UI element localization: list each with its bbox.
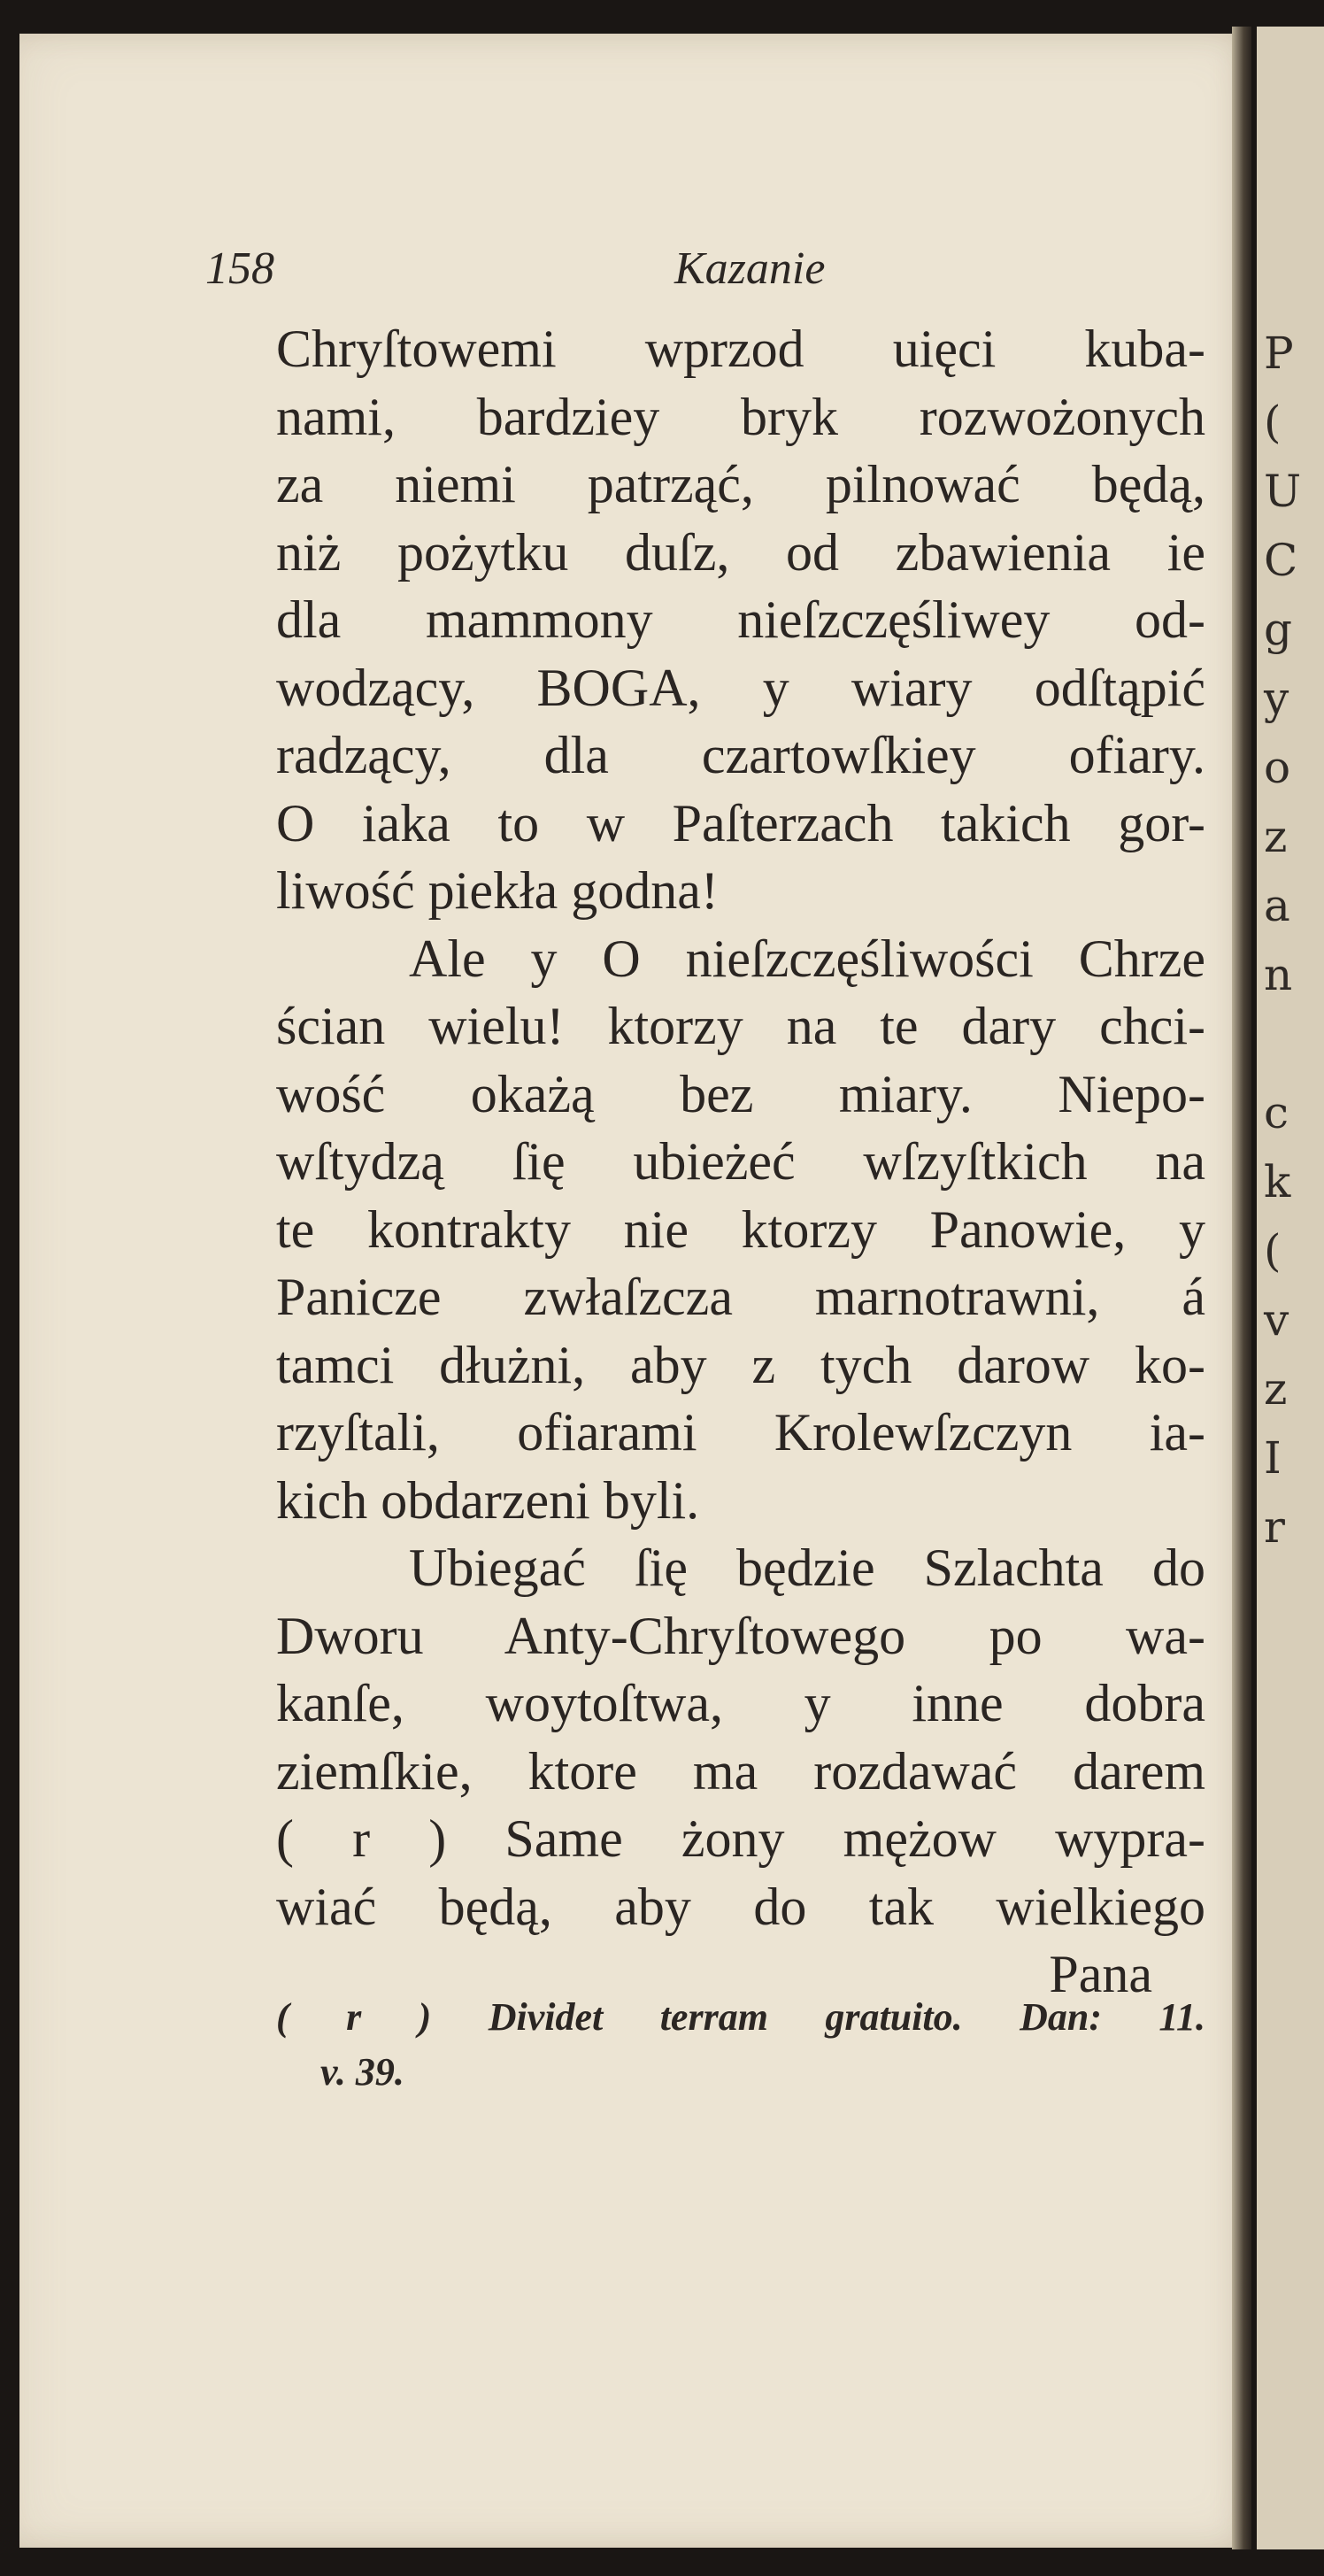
facing-letter: C <box>1264 535 1298 586</box>
text-line: ( r ) Same żony mężow wypra- <box>276 1809 1205 1868</box>
text-line: wość okażą bez miary. Niepo- <box>276 1064 1205 1123</box>
text-line: liwość piekła godna! <box>276 861 719 920</box>
text-line: Panicze zwłaſzcza marnotrawni, á <box>276 1268 1205 1326</box>
facing-letter: U <box>1264 466 1302 517</box>
paragraph-start-line: Ale y O nieſzczęśliwości Chrze <box>409 929 1205 988</box>
text-line: ścian wielu! ktorzy na te dary chci- <box>276 997 1205 1055</box>
footnote-line: ( r ) Dividet terram gratuito. Dan: 11. <box>276 1995 1205 2039</box>
facing-letter: n <box>1264 949 1293 1000</box>
facing-letter: ( <box>1264 1225 1282 1276</box>
facing-page-letters <box>1264 319 1301 1562</box>
paragraph-start-line: Ubiegać ſię będzie Szlachta do <box>409 1539 1205 1597</box>
facing-letter: v <box>1264 1294 1289 1346</box>
text-line: dla mammony nieſzczęśliwey od- <box>276 590 1205 649</box>
text-line: kanſe, woytoſtwa, y inne dobra <box>276 1674 1205 1732</box>
text-line: za niemi patrząć, pilnować będą, <box>276 455 1205 513</box>
text-line: wodzący, BOGA, y wiary odſtąpić <box>276 658 1205 717</box>
text-line: wſtydzą ſię ubieżeć wſzyſtkich na <box>276 1132 1205 1191</box>
text-line: ziemſkie, ktore ma rozdawać darem <box>276 1741 1205 1801</box>
book-page <box>19 34 1251 2548</box>
body-text <box>276 315 1205 2009</box>
text-line: tamci dłużni, aby z tych darow ko- <box>276 1335 1205 1394</box>
running-head: Kazanie <box>674 243 826 294</box>
facing-letter: g <box>1264 604 1293 655</box>
text-line: Dworu Anty-Chryſtowego po wa- <box>276 1606 1205 1665</box>
facing-letter: ( <box>1264 397 1282 448</box>
text-line: nami, bardziey bryk rozwożonych <box>276 387 1205 446</box>
footnote-line: v. 39. <box>320 2050 404 2094</box>
catchword: Pana <box>1049 1945 1152 2003</box>
page-header <box>205 243 1117 305</box>
facing-letter <box>1264 1009 1301 1078</box>
facing-page-edge <box>1257 27 1324 2549</box>
page-number: 158 <box>205 243 274 294</box>
text-line: niż pożytku duſz, od zbawienia ie <box>276 522 1205 582</box>
facing-letter: c <box>1264 1087 1289 1138</box>
text-line: O iaka to w Paſterzach takich gor- <box>276 793 1205 852</box>
facing-letter: I <box>1264 1432 1282 1484</box>
footnote <box>276 1990 1205 2100</box>
text-line: te kontrakty nie ktorzy Panowie, y <box>276 1199 1205 1259</box>
book-gutter <box>1232 27 1251 2549</box>
facing-letter: r <box>1264 1501 1285 1553</box>
text-line: Chryſtowemi wprzod uięci kuba- <box>276 320 1205 378</box>
text-line: wiać będą, aby do tak wielkiego <box>276 1877 1205 1936</box>
facing-letter: P <box>1264 328 1294 379</box>
facing-letter: z <box>1264 811 1288 862</box>
facing-letter: y <box>1264 673 1289 724</box>
facing-letter: k <box>1264 1156 1291 1207</box>
text-line: rzyſtali, ofiarami Krolewſzczyn ia- <box>276 1403 1205 1462</box>
facing-letter: z <box>1264 1363 1288 1415</box>
text-line: radzący, dla czartowſkiey ofiary. <box>276 726 1205 784</box>
facing-letter: o <box>1264 742 1291 793</box>
text-line: kich obdarzeni byli. <box>276 1470 700 1530</box>
facing-letter: a <box>1264 880 1290 931</box>
